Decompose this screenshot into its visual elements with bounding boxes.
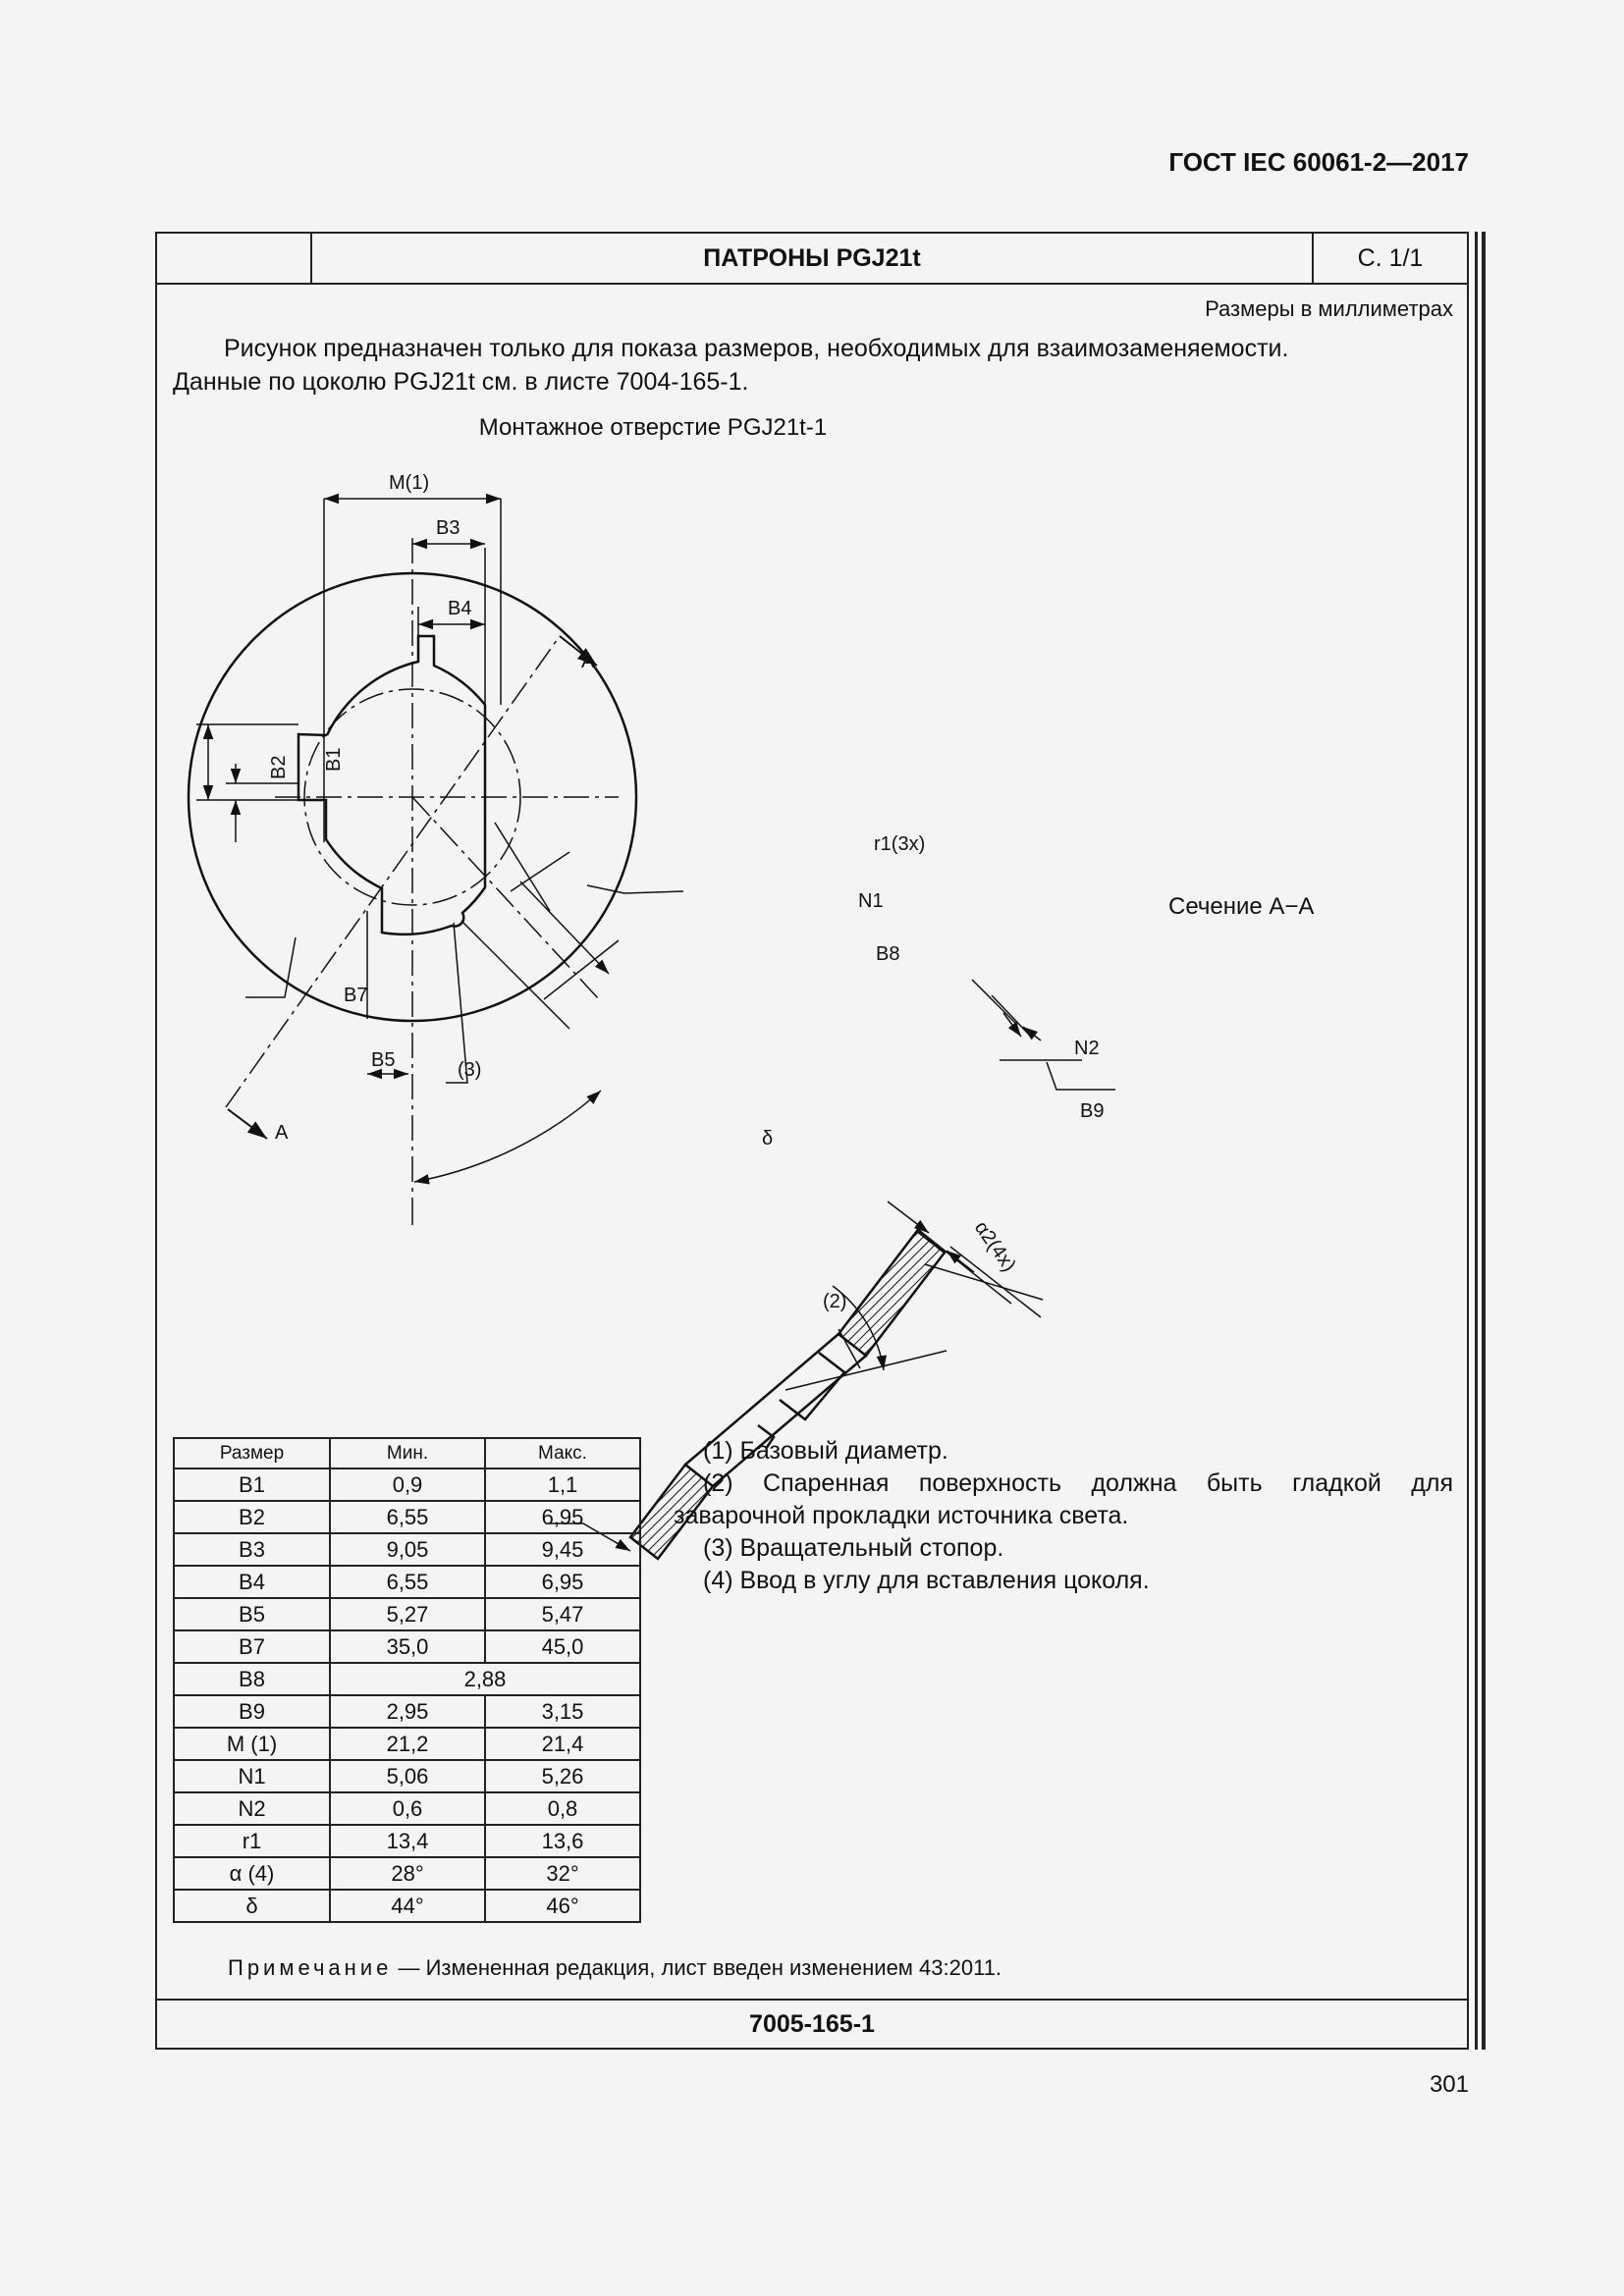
sheet-page: С. 1/1 <box>1312 234 1467 283</box>
label-b7: B7 <box>344 985 368 1006</box>
label-alpha: α2(4x) <box>969 1217 1020 1276</box>
label-b5: B5 <box>371 1049 396 1071</box>
label-a-top: A <box>581 651 595 672</box>
sheet-frame <box>155 232 1469 2050</box>
notes-block <box>674 1435 1453 1597</box>
label-a-bottom: A <box>275 1122 289 1144</box>
table-row: N2 0,6 0,8 <box>174 1792 640 1825</box>
figure-title: Монтажное отверстие PGJ21t-1 <box>478 414 828 441</box>
note-2: (2) Спаренная поверхность должна быть гладкой для заварочной прокладки источника света. <box>674 1469 1453 1529</box>
table-row: r1 13,4 13,6 <box>174 1825 640 1857</box>
table-row: α (4) 28° 32° <box>174 1857 640 1890</box>
label-b8: B8 <box>876 943 900 965</box>
table-row: B4 6,55 6,95 <box>174 1566 640 1598</box>
label-b3: B3 <box>436 517 460 539</box>
dimensions-table <box>173 1437 641 1923</box>
table-header: Размер <box>174 1438 330 1468</box>
note-1: (1) Базовый диаметр. <box>703 1437 948 1465</box>
label-b4: B4 <box>448 598 472 619</box>
intro-paragraph-1: Рисунок предназначен только для показа размеров, необходимых для взаимозаменяемости. <box>224 335 1289 362</box>
note-4: (4) Ввод в углу для вставления цоколя. <box>703 1567 1150 1594</box>
label-ref2: (2) <box>823 1291 847 1312</box>
table-row: B8 2,88 <box>174 1663 640 1695</box>
label-m1: M(1) <box>389 472 430 494</box>
table-header: Макс. <box>485 1438 640 1468</box>
remark-text: — Измененная редакция, лист введен изменением 43:2011. <box>392 1955 1002 1980</box>
label-n1: N1 <box>858 890 884 912</box>
table-row: B3 9,05 9,45 <box>174 1533 640 1566</box>
section-title: Сечение А−А <box>1168 893 1315 920</box>
label-b9: B9 <box>1080 1100 1105 1122</box>
sheet-code: 7005-165-1 <box>157 1999 1467 2048</box>
inner-contour <box>298 636 485 934</box>
label-r1: r1(3x) <box>874 833 926 855</box>
remark-label: Примечание <box>228 1955 393 1980</box>
table-row: δ 44° 46° <box>174 1890 640 1922</box>
note-3: (3) Вращательный стопор. <box>703 1534 1004 1562</box>
label-b2: B2 <box>268 755 290 779</box>
label-ref3: (3) <box>458 1059 482 1081</box>
table-row: B7 35,0 45,0 <box>174 1630 640 1663</box>
intro-paragraph-2: Данные по цоколю PGJ21t см. в листе 7004-165-1. <box>173 368 749 396</box>
table-header: Мин. <box>330 1438 485 1468</box>
table-row: N1 5,06 5,26 <box>174 1760 640 1792</box>
page-number: 301 <box>1429 2071 1469 2098</box>
label-n2: N2 <box>1074 1038 1100 1059</box>
standard-number: ГОСТ IEC 60061-2—2017 <box>1168 147 1469 177</box>
table-row: B1 0,9 1,1 <box>174 1468 640 1501</box>
table-row: M (1) 21,2 21,4 <box>174 1728 640 1760</box>
table-row: B2 6,55 6,95 <box>174 1501 640 1533</box>
label-b1: B1 <box>323 747 345 772</box>
units-note: Размеры в миллиметрах <box>1205 296 1453 321</box>
sheet-title: ПАТРОНЫ PGJ21t <box>703 244 921 272</box>
frame-edge-line <box>1475 232 1478 2050</box>
remark <box>228 1955 1001 1981</box>
label-delta: δ <box>762 1128 774 1149</box>
table-row: B5 5,27 5,47 <box>174 1598 640 1630</box>
table-row: B9 2,95 3,15 <box>174 1695 640 1728</box>
frame-edge-line <box>1482 232 1486 2050</box>
